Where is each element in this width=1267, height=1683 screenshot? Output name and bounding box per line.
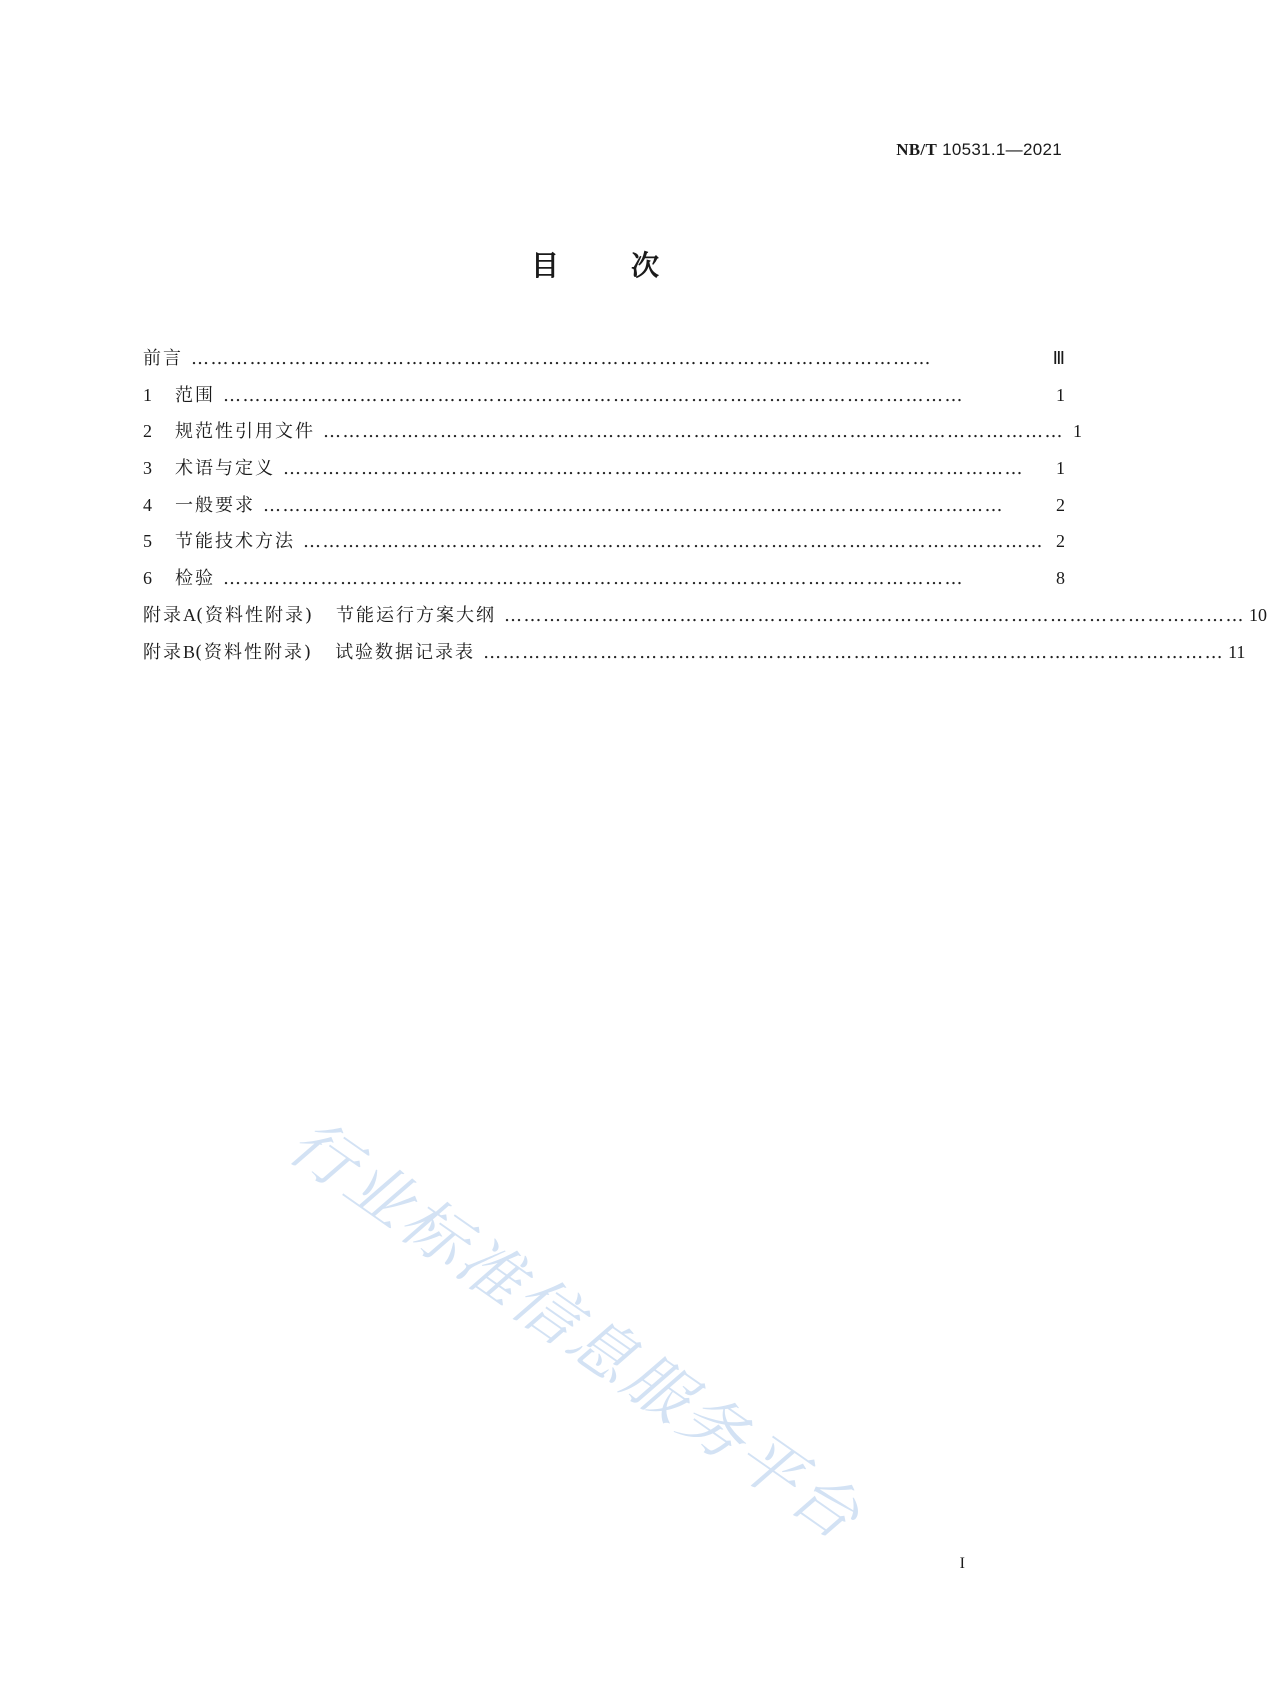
toc-entry-scope[interactable] (143, 381, 1065, 418)
toc-annex-letter: A (183, 604, 196, 625)
watermark: 行业标准信息服务平台 (275, 1105, 875, 1557)
toc-leader-dots: …………………………………………………………………………………………………… (191, 348, 932, 369)
toc-leader-dots: …………………………………………………………………………………………………… (263, 494, 1004, 516)
toc-page-number: 2 (1056, 531, 1065, 552)
toc-entry-terms-definitions[interactable] (143, 454, 1065, 491)
toc-label: 前言 (143, 348, 183, 369)
toc-annex-prefix: 附录 (143, 641, 183, 663)
toc-page-number: 2 (1056, 494, 1065, 515)
toc-page-number: 11 (1228, 641, 1246, 662)
toc-label: 规范性引用文件 (175, 421, 315, 443)
toc-entry-energy-saving-methods[interactable] (143, 527, 1065, 564)
toc-entry-normative-references[interactable] (143, 417, 1082, 454)
toc-page-number: 1 (1056, 384, 1065, 405)
toc-annex-title: 节能运行方案大纲 (336, 604, 497, 626)
toc-section-number: 4 (143, 494, 152, 515)
toc-page-number: Ⅲ (1052, 348, 1065, 368)
toc-section-number: 5 (143, 531, 152, 552)
standard-code (896, 140, 1062, 160)
toc-label: 检验 (175, 568, 215, 590)
toc-label: 术语与定义 (175, 458, 275, 480)
toc-section-number: 6 (143, 568, 152, 589)
toc-annex-title: 试验数据记录表 (335, 641, 476, 663)
toc-page-number: 10 (1249, 604, 1267, 625)
toc-entry-foreword[interactable] (143, 344, 1065, 381)
page-number: I (959, 1555, 965, 1572)
standard-prefix: NB/T (896, 140, 938, 159)
toc-section-number: 2 (143, 421, 152, 442)
toc-page-number: 1 (1073, 421, 1082, 442)
toc-leader-dots: …………………………………………………………………………………………………… (303, 531, 1044, 553)
page-title (0, 244, 1190, 284)
table-of-contents (143, 344, 1267, 674)
toc-leader-dots: …………………………………………………………………………………………………… (283, 458, 1024, 480)
toc-leader-dots: …………………………………………………………………………………………………… (504, 604, 1246, 626)
toc-entry-general-requirements[interactable] (143, 491, 1065, 528)
toc-label: 节能技术方法 (175, 531, 295, 553)
toc-leader-dots: …………………………………………………………………………………………………… (323, 421, 1064, 443)
toc-label: 范围 (175, 384, 215, 406)
title-char-2: 次 (631, 249, 660, 282)
toc-page-number: 8 (1056, 568, 1065, 589)
toc-label: 一般要求 (175, 494, 255, 516)
toc-annex-letter: B (183, 641, 196, 662)
toc-section-number: 1 (143, 384, 152, 405)
toc-annex-note: (资料性附录) (195, 641, 314, 663)
toc-entry-annex-b[interactable] (143, 638, 1246, 675)
toc-entry-annex-a[interactable] (143, 601, 1267, 638)
toc-entry-inspection[interactable] (143, 564, 1065, 601)
title-char-1: 目 (530, 249, 559, 282)
toc-leader-dots: …………………………………………………………………………………………………… (223, 384, 964, 406)
toc-annex-label (143, 601, 496, 627)
toc-section-number: 3 (143, 458, 152, 479)
toc-annex-note: (资料性附录) (196, 604, 315, 626)
toc-annex-label (143, 638, 475, 664)
standard-number: 10531.1—2021 (942, 140, 1062, 159)
toc-leader-dots: …………………………………………………………………………………………………… (483, 641, 1225, 663)
toc-leader-dots: …………………………………………………………………………………………………… (223, 568, 964, 590)
toc-annex-prefix: 附录 (143, 604, 183, 626)
toc-page-number: 1 (1056, 458, 1065, 479)
